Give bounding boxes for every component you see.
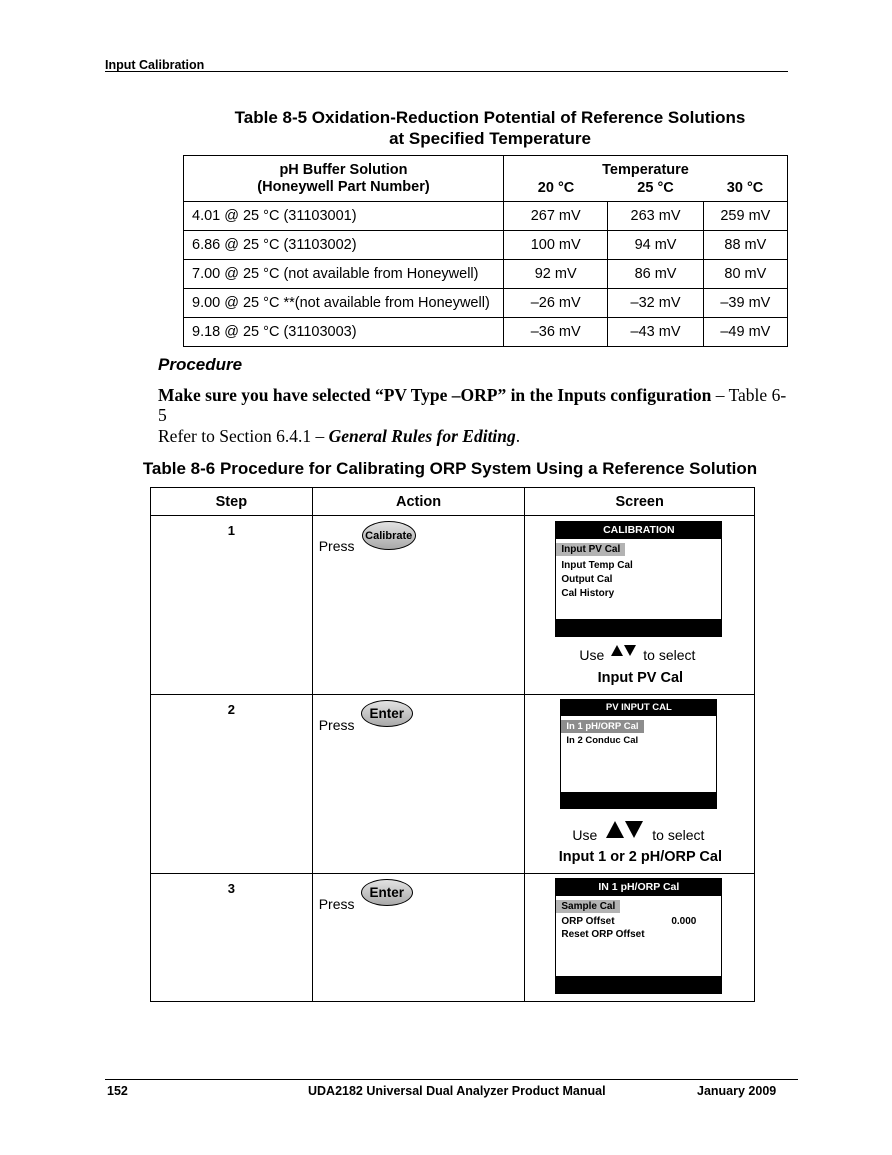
temp-30-header: 30 °C [726,180,764,196]
press-label: Press [318,538,355,554]
menu-item-in1-ph-orp-cal[interactable]: In 1 pH/ORP Cal [561,720,643,733]
orp-offset-row[interactable] [561,916,696,927]
calibration-procedure-table [150,487,755,1002]
press-label: Press [318,896,355,912]
step-number: 1 [227,523,235,538]
screen-footer-bar [561,792,716,808]
table-row [151,516,755,695]
step-number: 3 [227,881,235,896]
up-down-arrows-icon [606,821,643,838]
table-row: 6.86 @ 25 °C (31103002) 100 mV 94 mV 88 mV [184,231,788,260]
temp-20-header: 20 °C [537,180,575,196]
manual-title: UDA2182 Universal Dual Analyzer Product Manual [308,1084,606,1098]
screen-title: PV INPUT CAL [561,700,716,716]
menu-item-reset-orp-offset[interactable]: Reset ORP Offset [561,929,645,940]
screen-footer-bar [556,619,721,636]
running-header: Input Calibration [105,58,205,72]
screen-footer-bar [556,976,721,993]
publication-date: January 2009 [697,1084,777,1098]
pv-input-cal-screen [560,699,717,809]
orp-reference-table [183,155,788,347]
step-number: 2 [227,702,235,717]
enter-key-button[interactable]: Enter [361,879,413,906]
menu-item-input-pv-cal[interactable]: Input PV Cal [556,543,625,556]
table-header-row [184,156,788,202]
step-header: Step [151,488,313,516]
table-row [151,695,755,874]
select-target-label: Input 1 or 2 pH/ORP Cal [558,849,722,865]
procedure-heading: Procedure [158,355,243,374]
table-row: 9.00 @ 25 °C **(not available from Honeywell) –26 mV –32 mV –39 mV [184,289,788,318]
use-arrows-instruction: Use to select [572,827,704,843]
menu-item-in2-conduc-cal[interactable]: In 2 Conduc Cal [566,735,639,746]
screen-title: CALIBRATION [556,522,721,539]
header-rule [105,71,788,72]
menu-item-input-temp-cal[interactable]: Input Temp Cal [561,560,633,571]
procedure-instruction: Make sure you have selected “PV Type –ORP” in the Inputs configuration – Table 6-5 [158,385,787,425]
buffer-solution-header: pH Buffer Solution (Honeywell Part Number) [184,156,504,202]
procedure-reference: Refer to Section 6.4.1 – General Rules for Editing. [158,426,521,446]
temp-25-header: 25 °C [637,180,674,196]
use-arrows-instruction: Use to select [579,647,695,663]
calibration-screen [555,521,722,637]
table-8-6-title: Table 8-6 Procedure for Calibrating ORP System Using a Reference Solution [142,459,758,478]
screen-header: Screen [525,488,755,516]
enter-key-button[interactable]: Enter [361,700,413,727]
up-down-arrows-icon [611,645,636,656]
calibrate-key-button[interactable]: Calibrate [362,521,416,550]
table-row [151,874,755,1002]
temperature-header: Temperature 20 °C 25 °C 30 °C [504,156,788,202]
in1-ph-orp-cal-screen [555,878,722,994]
orp-offset-label: ORP Offset [561,916,615,927]
menu-item-sample-cal[interactable]: Sample Cal [556,900,620,913]
table-8-5-title-line1: Table 8-5 Oxidation-Reduction Potential of Reference Solutions [234,108,746,127]
table-row: 9.18 @ 25 °C (31103003) –36 mV –43 mV –49 mV [184,318,788,347]
menu-item-cal-history[interactable]: Cal History [561,588,615,599]
menu-item-output-cal[interactable]: Output Cal [561,574,613,585]
table-row: 4.01 @ 25 °C (31103001) 267 mV 263 mV 259 mV [184,202,788,231]
page-number: 152 [107,1084,128,1098]
action-header: Action [312,488,525,516]
table-row: 7.00 @ 25 °C (not available from Honeywell) 92 mV 86 mV 80 mV [184,260,788,289]
select-target-label: Input PV Cal [597,670,684,686]
footer-rule [105,1079,798,1080]
table-8-5-title-line2: at Specified Temperature [389,129,591,148]
orp-offset-value: 0.000 [671,916,697,927]
screen-title: IN 1 pH/ORP Cal [556,879,721,896]
press-label: Press [318,717,355,733]
